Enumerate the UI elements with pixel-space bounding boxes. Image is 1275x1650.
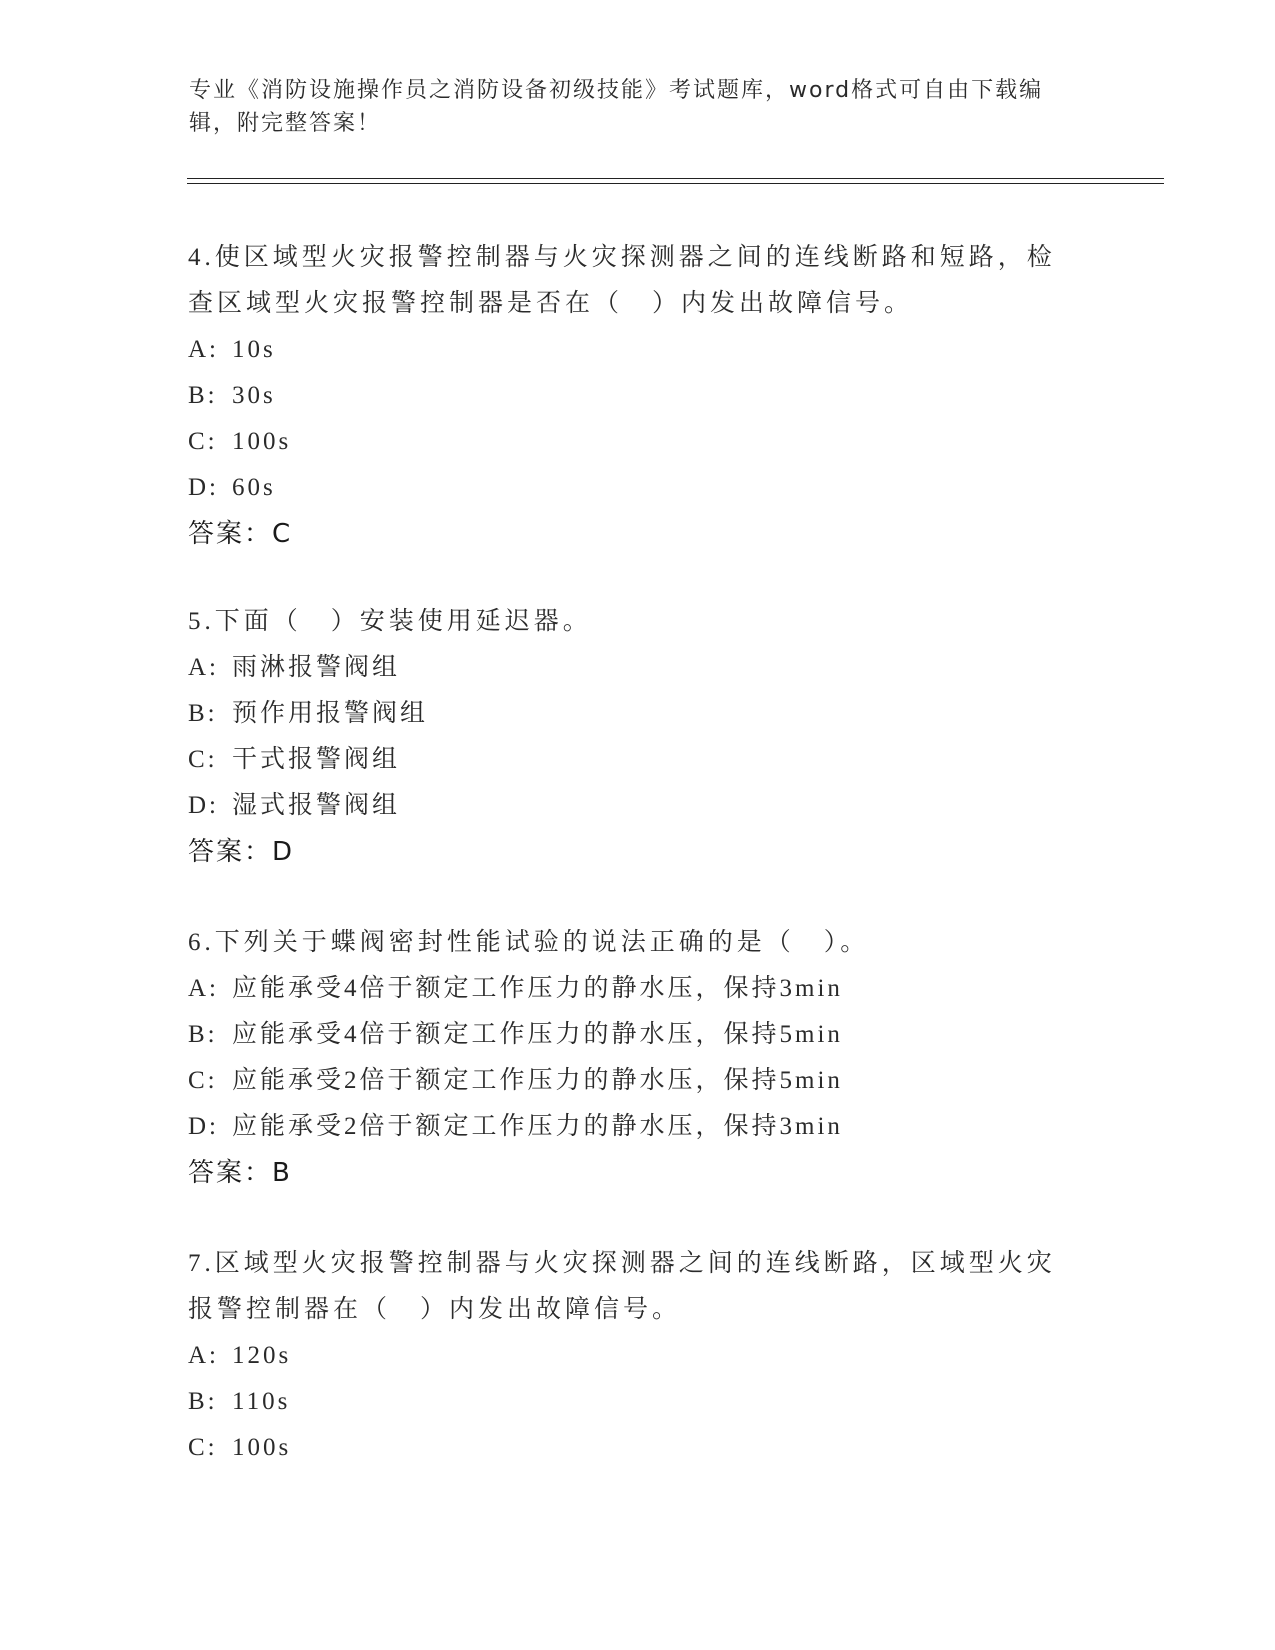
option-text: 湿式报警阀组: [232, 792, 401, 819]
option-text: 应能承受4倍于额定工作压力的静水压，保持3min: [232, 975, 843, 1002]
answer-value: B: [272, 1158, 292, 1188]
option-key: D:: [188, 1113, 219, 1140]
option-b: [188, 373, 1068, 419]
question-6: [188, 920, 1068, 1196]
header-divider-top: [187, 178, 1164, 179]
option-text: 应能承受2倍于额定工作压力的静水压，保持5min: [232, 1067, 843, 1094]
option-key: A:: [188, 1342, 219, 1369]
option-key: D:: [188, 792, 219, 819]
option-d: [188, 465, 1068, 511]
option-c: [188, 1425, 1068, 1471]
option-b: [188, 691, 1068, 737]
option-key: C:: [188, 428, 218, 455]
option-d: [188, 1104, 1068, 1150]
option-key: A:: [188, 336, 219, 363]
option-a: [188, 645, 1068, 691]
option-key: A:: [188, 654, 219, 681]
option-key: B:: [188, 382, 218, 409]
option-d: [188, 783, 1068, 829]
option-text: 100s: [232, 428, 292, 455]
answer-value: C: [272, 519, 293, 549]
option-c: [188, 737, 1068, 783]
option-text: 120s: [232, 1342, 292, 1369]
option-b: [188, 1379, 1068, 1425]
answer-value: D: [272, 837, 295, 867]
option-text: 110s: [232, 1388, 291, 1415]
answer-label: 答案：: [188, 837, 273, 867]
option-text: 100s: [232, 1434, 292, 1461]
option-key: D:: [188, 474, 219, 501]
option-key: B:: [188, 1388, 218, 1415]
option-key: A:: [188, 975, 219, 1002]
option-a: [188, 966, 1068, 1012]
option-text: 60s: [232, 474, 276, 501]
answer-line: [188, 1150, 1068, 1196]
option-text: 10s: [232, 336, 276, 363]
option-text: 30s: [232, 382, 276, 409]
option-a: [188, 327, 1068, 373]
question-4: [188, 235, 1068, 557]
option-key: C:: [188, 1067, 218, 1094]
option-key: B:: [188, 1021, 218, 1048]
header-divider-bottom: [187, 183, 1164, 184]
answer-label: 答案：: [188, 1158, 273, 1188]
option-b: [188, 1012, 1068, 1058]
option-text: 应能承受4倍于额定工作压力的静水压，保持5min: [232, 1021, 843, 1048]
option-text: 干式报警阀组: [232, 746, 401, 773]
option-key: C:: [188, 1434, 218, 1461]
option-text: 应能承受2倍于额定工作压力的静水压，保持3min: [232, 1113, 843, 1140]
option-a: [188, 1333, 1068, 1379]
question-stem: 4.使区域型火灾报警控制器与火灾探测器之间的连线断路和短路，检查区域型火灾报警控制器是否在（ ）内发出故障信号。: [188, 244, 1056, 317]
option-c: [188, 1058, 1068, 1104]
answer-label: 答案：: [188, 519, 273, 549]
question-stem: 7.区域型火灾报警控制器与火灾探测器之间的连线断路，区域型火灾报警控制器在（ ）内发出故障信号。: [188, 1250, 1056, 1323]
option-text: 预作用报警阀组: [232, 700, 429, 727]
question-stem: 6.下列关于蝶阀密封性能试验的说法正确的是（ ）。: [188, 929, 870, 956]
answer-line: [188, 829, 1068, 875]
answer-line: [188, 511, 1068, 557]
question-stem: 5.下面（ ）安装使用延迟器。: [188, 608, 592, 635]
option-c: [188, 419, 1068, 465]
option-text: 雨淋报警阀组: [232, 654, 401, 681]
document-header: 专业《消防设施操作员之消防设备初级技能》考试题库，word格式可自由下载编辑，附完整答案！: [189, 78, 1044, 136]
option-key: C:: [188, 746, 218, 773]
option-key: B:: [188, 700, 218, 727]
question-7: [188, 1241, 1068, 1471]
question-5: [188, 599, 1068, 875]
